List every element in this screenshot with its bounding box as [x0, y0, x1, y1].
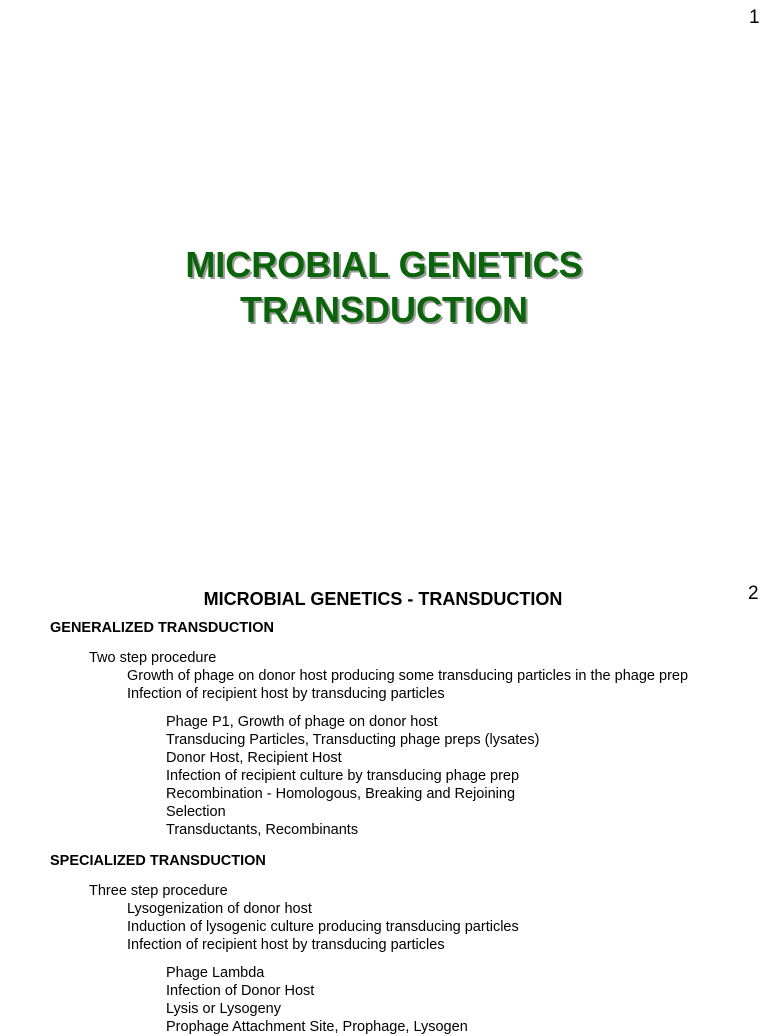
slide1-title-line2: TRANSDUCTION — [240, 289, 528, 330]
list-item: Transductants, Recombinants — [166, 822, 359, 838]
list-item: Growth of phage on donor host producing some transducing particles in the phage prep — [127, 668, 689, 684]
generalized-procedure: Two step procedure — [89, 650, 217, 666]
list-item: Prophage Attachment Site, Prophage, Lysogen — [166, 1019, 468, 1035]
specialized-procedure: Three step procedure — [89, 883, 228, 899]
list-item: Infection of recipient host by transducing particles — [127, 686, 445, 702]
generalized-steps — [127, 667, 688, 703]
page-number-1: 1 — [749, 7, 760, 28]
page-number-2: 2 — [748, 583, 759, 604]
list-item: Recombination - Homologous, Breaking and Rejoining — [166, 786, 516, 802]
generalized-terms — [166, 713, 539, 839]
list-item: Infection of Donor Host — [166, 983, 315, 999]
list-item: Lysogenization of donor host — [127, 901, 312, 917]
slide1-title-line1: MICROBIAL GENETICS — [185, 244, 583, 285]
list-item: Infection of recipient culture by transducing phage prep — [166, 768, 520, 784]
list-item: Induction of lysogenic culture producing transducing particles — [127, 919, 519, 935]
list-item: Lysis or Lysogeny — [166, 1001, 281, 1017]
list-item: Selection — [166, 804, 226, 820]
specialized-terms — [166, 964, 468, 1036]
specialized-heading: SPECIALIZED TRANSDUCTION — [50, 853, 266, 869]
generalized-heading: GENERALIZED TRANSDUCTION — [50, 620, 274, 636]
slide2-title: MICROBIAL GENETICS - TRANSDUCTION — [203, 589, 563, 609]
specialized-steps — [127, 900, 519, 954]
list-item: Transducing Particles, Transducting phage preps (lysates) — [166, 732, 540, 748]
list-item: Phage Lambda — [166, 965, 265, 981]
list-item: Infection of recipient host by transducing particles — [127, 937, 445, 953]
list-item: Phage P1, Growth of phage on donor host — [166, 714, 438, 730]
list-item: Donor Host, Recipient Host — [166, 750, 342, 766]
